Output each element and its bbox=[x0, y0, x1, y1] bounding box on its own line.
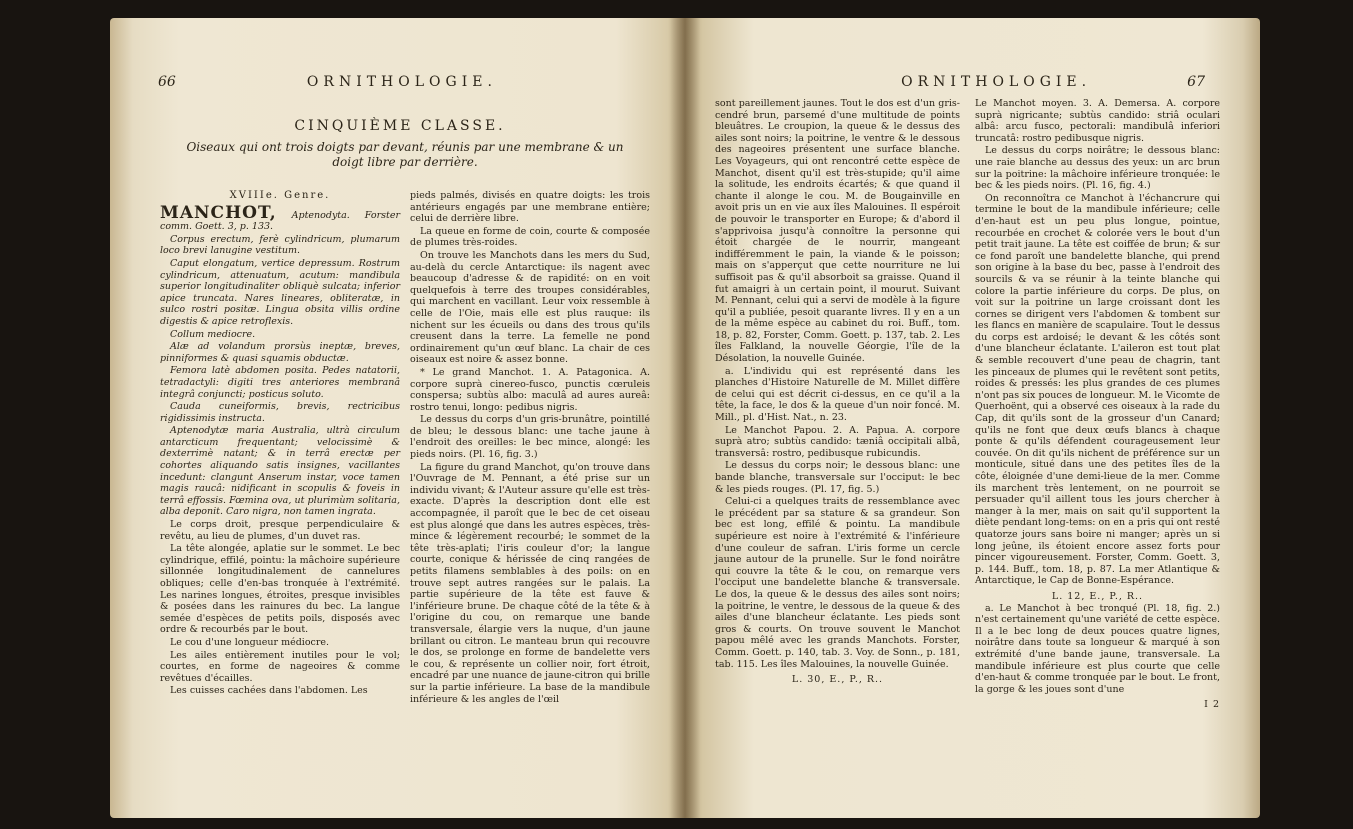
french-paragraph: Celui-ci a quelques traits de ressemblance avec le précédent par sa stature & sa grandeur. Son bec est long, effilé & pointu. La mandibule supérieure est noire à l'extrémité & l'inférieure d'une couleur de safran. L'iris forme un cercle jaune autour de la prunelle. Sur le fond noirâtre qui couvre la tête & le cou, on remarque vers l'occiput une bandelette blanche & transversale. Le dos, la queue & le dessus des ailes sont noirs; la poitrine, le ventre, le dessous de la queue & des ailes d'une blancheur éclatante. Les pieds sont gros & courts. On trouve souvent le Manchot papou mêlé avec les grands Manchots. Forster, Comm. Goett. p. 140, tab. 3. Voy. de Sonn., p. 181, tab. 115. Les îles Malouines, la nouvelle Guinée. bbox=[715, 496, 960, 670]
genus-reference: Aptenodyta. Forster comm. Goett. 3, p. 133. bbox=[160, 209, 400, 233]
french-paragraph: sont pareillement jaunes. Tout le dos est d'un gris-cendré brun, parsemé d'une multitude de points bleuâtres. Le croupion, la queue & le dessus des ailes sont noirs; la poitrine, le ventre & le dessous des nageoires présentent une surface blanche. Les Voyageurs, qui ont rencontré cette espèce de Manchot, disent qu'il est très-stupide; qu'il aime la solitude, les endroits écartés; & que quand il chante il alonge le cou. M. de Bougainville en avoit pris un en vie aux îles Malouines. Il espéroit de pouvoir le transporter en Europe; & d'abord il s'apprivoisa jusqu'à connoître la personne qui étoit chargée de le nourrir, mangeant indifféremment le pain, la viande & le poisson; mais on s'apperçut que cette nourriture ne lui suffisoit pas & qu'il absorboit sa graisse. Quand il fut amaigri à un certain point, il mourut. Suivant M. Pennant, celui qui a servi de modèle à la figure qu'il a publiée, pesoit quarante livres. Il y en a un de la même espèce au cabinet du roi. Buff., tom. 18, p. 82, Forster, Comm. Goett. p. 137, tab. 2. Les îles Falkland, la nouvelle Géorgie, l'île de la Désolation, la nouvelle Guinée. bbox=[715, 98, 960, 365]
french-paragraph: Le dessus du corps noirâtre; le dessous blanc: une raie blanche au dessus des yeux: un arc brun sur la poitrine: la mâchoire inférieure tronquée: le bec & les pieds noirs. (Pl. 16, fig. 4.) bbox=[975, 145, 1220, 192]
latin-paragraph: Femora latè abdomen posita. Pedes natatorii, tetradactyli: digiti tres anteriores membranâ integrâ conjuncti; posticus soluto. bbox=[160, 365, 400, 400]
french-paragraph: On reconnoîtra ce Manchot à l'échancrure qui termine le bout de la mandibule inférieure; celle d'en-haut est un peu plus longue, pointue, recourbée en crochet & colorée vers le bout d'un petit trait jaune. La tête est coiffée de brun; & sur ce fond paroît une bandelette blanche, qui prend son origine à la base du bec, passe à l'endroit des sourcils & va se réunir à la teinte blanche qui colore la partie inférieure du corps. De plus, on voit sur la poitrine un large croissant dont les cornes se dirigent vers l'abdomen & tombent sur les flancs en manière de scapulaire. Tout le dessus du corps est ardoisé; le devant & les côtés sont d'une blancheur éclatante. L'aileron est tout plat & semble recouvert d'une peau de chagrin, tant les pinceaux de plumes qui le revêtent sont petits, roides & pressés: les plus grandes de ces plumes n'ont pas six pouces de longueur. M. le Vicomte de Querhoënt, qui a observé ces oiseaux à la rade du Cap, dit qu'ils sont de la grosseur d'un Canard; qu'ils ne font que deux œufs blancs à chaque ponte & qu'ils défendent courageusement leur couvée. On dit qu'ils nichent de préférence sur un monticule, situé dans une des petites îles de la côte, éloignée d'une demi-lieue de la mer. Comme ils marchent très lentement, on ne pourroit se persuader qu'il aillent tous les jours chercher à manger à la mer, mais on sait qu'il supportent la diète pendant long-tems: on en a pris qui ont resté quatorze jours sans boire ni manger; après un si long jeûne, ils étoient encore assez forts pour pincer vigoureusement. Forster, Comm. Goett. 3, p. 144. Buff., tom. 18, p. 87. La mer Atlantique & Antarctique, le Cap de Bonne-Espérance. bbox=[975, 192, 1220, 587]
french-paragraph: Le dessus du corps noir; le dessous blanc: une bande blanche, transversale sur l'occiput: le bec & les pieds rouges. (Pl. 17, fig. 5.) bbox=[715, 460, 960, 495]
class-title: CINQUIÈME CLASSE. bbox=[294, 118, 506, 134]
french-paragraph: La queue en forme de coin, courte & composée de plumes très-roides. bbox=[410, 225, 650, 249]
latin-paragraph: Aptenodytæ maria Australia, ultrà circulum antarcticum frequentant; velocissimè & dexterrimè natant; & in terrâ erectæ per cohortes aliquando satis insignes, vacillantes incedunt: clangunt Anserum instar, voce tamen magis raucâ: nidificant in scopulis & foveis in terrâ effossis. Fœmina ova, ut plurimùm solitaria, alba deponit. Caro nigra, non tamen ingrata. bbox=[160, 425, 400, 518]
right-page bbox=[685, 18, 1260, 818]
running-head-left bbox=[158, 74, 628, 90]
french-paragraph: a. Le Manchot à bec tronqué (Pl. 18, fig. 2.) n'est certainement qu'une variété de cette espèce. Il a le bec long de deux pouces quatre lignes, noirâtre dans toute sa longueur & marqué à son extrémité d'une bande jaune, transversale. La mandibule inférieure est plus courte que celle d'en-haut & comme tronquée par le bout. Le front, la gorge & les joues sont d'une bbox=[975, 602, 1220, 695]
latin-paragraph: Corpus erectum, ferè cylindricum, plumarum loco brevi lanugine vestitum. bbox=[160, 233, 400, 257]
french-paragraph: Le cou d'une longueur médiocre. bbox=[170, 636, 330, 648]
book-gutter bbox=[670, 18, 700, 818]
french-paragraph: Le dessus du corps d'un gris-brunâtre, pointillé de bleu; le dessous blanc: une tache jaune à l'endroit des oreilles: le bec mince, alongé: les pieds noirs. (Pl. 16, fig. 3.) bbox=[410, 414, 650, 461]
species-entry: Le Manchot Papou. 2. A. Papua. A. corpore suprà atro; subtùs candido: tæniâ occipitali albâ, transversâ: rostro, pedibusque rubicundis. bbox=[715, 424, 960, 459]
species-entry: Le Manchot moyen. 3. A. Demersa. A. corpore suprà nigricante; subtùs candido: striâ oculari albâ: arcu fusco, pectorali: mandibulâ inferiori truncatâ: rostro pedibusque nigris. bbox=[975, 98, 1220, 144]
measurement-line: L. 30, E., P., R.. bbox=[791, 674, 884, 686]
left-page bbox=[110, 18, 685, 818]
french-paragraph: La tête alongée, aplatie sur le sommet. Le bec cylindrique, effilé, pointu: la mâchoire supérieure sillonnée longitudinalement de cannelures obliques; celle d'en-bas tronquée à l'extrémité. Les narines longues, étroites, presque invisibles & posées dans les rainures du bec. La langue semée d'espèces de petits poils, disposés avec ordre & recourbés par le bout. bbox=[160, 543, 400, 636]
species-entry: * Le grand Manchot. 1. A. Patagonica. A. corpore suprà cinereo-fusco, punctis cœruleis conspersa; subtùs albo: maculâ ad aures aureâ: rostro tenui, longo: pedibus nigris. bbox=[410, 366, 650, 413]
right-column-1 bbox=[715, 98, 960, 686]
left-column-1 bbox=[160, 190, 400, 698]
genre-heading: XVIIIe. Genre. bbox=[229, 190, 331, 201]
french-paragraph: a. L'individu qui est représenté dans les planches d'Histoire Naturelle de M. Millet diffère de celui qui est décrit ci-dessus, en ce qu'il a la tête, la face, le dos & la queue d'un noir foncé. M. Mill., pl. d'Hist. Nat., n. 23. bbox=[715, 365, 960, 424]
french-paragraph: pieds palmés, divisés en quatre doigts: les trois antérieurs engagés par une membrane entière; celui de derrière libre. bbox=[410, 190, 650, 225]
latin-paragraph: Collum mediocre. bbox=[170, 328, 256, 340]
latin-paragraph: Cauda cuneiformis, brevis, rectricibus rigidissimis instructa. bbox=[160, 401, 400, 424]
french-paragraph: On trouve les Manchots dans les mers du Sud, au-delà du cercle Antarctique: ils nagent avec beaucoup d'adresse & de rapidité: on en voit quelquefois à terre des troupes considérables, qui marchent en vacillant. Leur voix ressemble à celle de l'Oie, mais elle est plus rauque: ils nichent sur les écueils ou dans des trous qu'ils creusent dans la terre. La femelle ne pond ordinairement qu'un œuf blanc. La chair de ces oiseaux est noire & assez bonne. bbox=[410, 249, 650, 366]
page-number-right: 67 bbox=[1187, 74, 1205, 90]
french-paragraph: La figure du grand Manchot, qu'on trouve dans l'Ouvrage de M. Pennant, a été prise sur un individu vivant; & l'Auteur assure qu'elle est très-exacte. D'après la description dont elle est accompagnée, il paroît que le bec de cet oiseau est plus alongé que dans les autres espèces, très-mince & légèrement recourbé; le sommet de la tête très-aplati; l'iris couleur d'or; la langue courte, conique & hérissée de cinq rangées de petits filamens semblables à des poils: on en trouve sept autres rangées sur le palais. La partie supérieure de la tête est fauve & l'inférieure brune. De chaque côté de la tête & à l'origine du cou, on remarque une bande transversale, élargie vers la nuque, d'un jaune brillant ou citron. Le manteau brun qui recouvre le dos, se prolonge en forme de bandelette vers le cou, & représente un collier noir, fort étroit, encadré par une nuance de jaune-citron qui brille sur la partie inférieure. La base de la mandibule inférieure & les angles de l'œil bbox=[410, 461, 650, 705]
left-column-2 bbox=[410, 190, 650, 706]
page-number-left: 66 bbox=[158, 74, 176, 90]
measurement-line: L. 12, E., P., R.. bbox=[1051, 590, 1144, 602]
running-title-right: ORNITHOLOGIE. bbox=[901, 74, 1092, 90]
right-column-2 bbox=[975, 98, 1220, 711]
french-paragraph: Le corps droit, presque perpendiculaire & revêtu, au lieu de plumes, d'un duvet ras. bbox=[160, 519, 400, 542]
class-subtitle: Oiseaux qui ont trois doigts par devant, réunis par une membrane & un doigt libre par derrière. bbox=[186, 140, 624, 169]
genus-name: MANCHOT, bbox=[160, 202, 277, 223]
open-book bbox=[110, 18, 1260, 818]
latin-paragraph: Alæ ad volandum prorsùs ineptæ, breves, pinniformes & quasi squamis obductæ. bbox=[160, 341, 400, 364]
running-head-right bbox=[805, 74, 1205, 90]
french-paragraph: Les ailes entièrement inutiles pour le vol; courtes, en forme de nageoires & comme revêtues d'écailles. bbox=[160, 649, 400, 684]
catchword: I 2 bbox=[1204, 699, 1220, 711]
latin-paragraph: Caput elongatum, vertice depressum. Rostrum cylindricum, attenuatum, acutum: mandibula superior longitudinaliter obliquè sulcata; inferior apice truncata. Nares lineares, obliteratæ, in sulco rostri positæ. Lingua obsita villis ordine digestis & apice retroflexis. bbox=[160, 257, 400, 327]
running-title-left: ORNITHOLOGIE. bbox=[306, 74, 497, 90]
french-paragraph: Les cuisses cachées dans l'abdomen. Les bbox=[170, 685, 368, 697]
